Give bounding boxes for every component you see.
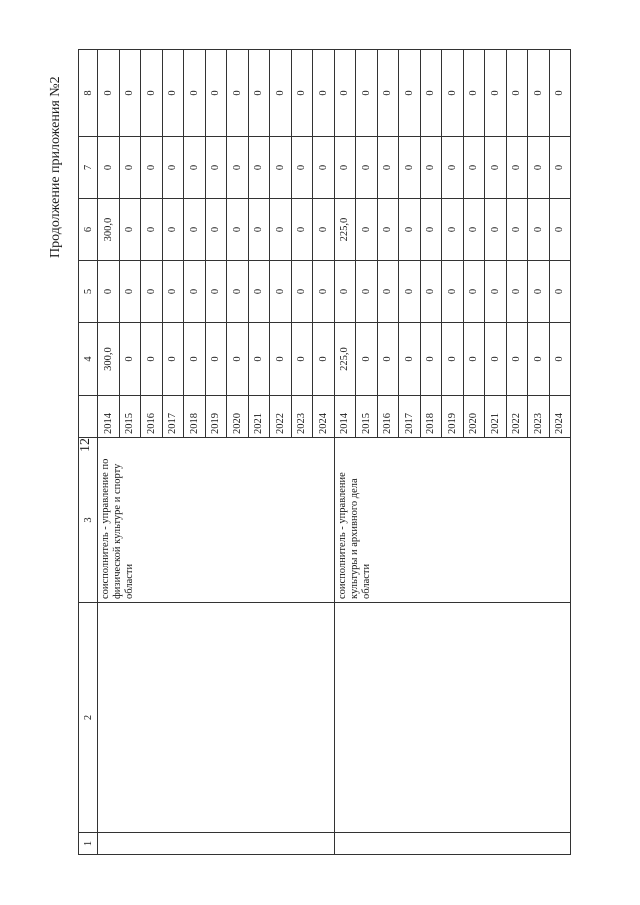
year-cell: 2021 — [485, 396, 507, 438]
year-cell: 2023 — [291, 396, 313, 438]
value-cell-c7: 0 — [141, 137, 163, 199]
rotated-table-container — [78, 50, 568, 855]
value-cell-c8: 0 — [356, 50, 378, 137]
value-cell-c6: 0 — [463, 199, 485, 261]
value-cell-c4: 0 — [377, 323, 399, 396]
value-cell-c6: 0 — [485, 199, 507, 261]
value-cell-c8: 0 — [313, 50, 335, 137]
value-cell-c7: 0 — [162, 137, 184, 199]
value-cell-c7: 0 — [377, 137, 399, 199]
year-cell: 2021 — [248, 396, 270, 438]
value-cell-c8: 0 — [270, 50, 292, 137]
value-cell-c7: 0 — [420, 137, 442, 199]
value-cell-c7: 0 — [528, 137, 550, 199]
value-cell-c5: 0 — [485, 261, 507, 323]
header-cell: 8 — [79, 50, 98, 137]
value-cell-c4: 0 — [463, 323, 485, 396]
value-cell-c5: 0 — [377, 261, 399, 323]
year-cell: 2016 — [141, 396, 163, 438]
value-cell-c4: 0 — [227, 323, 249, 396]
value-cell-c6: 0 — [356, 199, 378, 261]
empty-cell-col2 — [98, 603, 335, 833]
value-cell-c7: 0 — [313, 137, 335, 199]
year-cell: 2020 — [463, 396, 485, 438]
value-cell-c7: 0 — [506, 137, 528, 199]
year-cell: 2023 — [528, 396, 550, 438]
executor-cell: соисполнитель - управление по физической культуре и спорту области — [98, 438, 335, 603]
value-cell-c7: 0 — [399, 137, 421, 199]
value-cell-c5: 0 — [528, 261, 550, 323]
value-cell-c5: 0 — [248, 261, 270, 323]
header-cell: 2 — [79, 603, 98, 833]
value-cell-c6: 0 — [119, 199, 141, 261]
year-cell: 2020 — [227, 396, 249, 438]
table-row — [98, 50, 120, 855]
value-cell-c4: 300,0 — [98, 323, 120, 396]
value-cell-c4: 0 — [162, 323, 184, 396]
value-cell-c7: 0 — [119, 137, 141, 199]
value-cell-c4: 0 — [291, 323, 313, 396]
value-cell-c6: 0 — [420, 199, 442, 261]
value-cell-c5: 0 — [356, 261, 378, 323]
value-cell-c8: 0 — [98, 50, 120, 137]
value-cell-c8: 0 — [506, 50, 528, 137]
value-cell-c5: 0 — [549, 261, 571, 323]
year-cell: 2018 — [420, 396, 442, 438]
value-cell-c5: 0 — [506, 261, 528, 323]
value-cell-c4: 0 — [442, 323, 464, 396]
year-cell: 2024 — [313, 396, 335, 438]
value-cell-c5: 0 — [291, 261, 313, 323]
value-cell-c5: 0 — [420, 261, 442, 323]
value-cell-c6: 0 — [227, 199, 249, 261]
value-cell-c5: 0 — [442, 261, 464, 323]
value-cell-c4: 0 — [420, 323, 442, 396]
empty-cell-col2 — [334, 603, 571, 833]
value-cell-c8: 0 — [162, 50, 184, 137]
value-cell-c4: 0 — [549, 323, 571, 396]
year-cell: 2019 — [442, 396, 464, 438]
value-cell-c4: 0 — [528, 323, 550, 396]
value-cell-c6: 0 — [141, 199, 163, 261]
empty-cell-col1 — [98, 833, 335, 855]
value-cell-c4: 0 — [313, 323, 335, 396]
value-cell-c7: 0 — [291, 137, 313, 199]
value-cell-c5: 0 — [463, 261, 485, 323]
header-cell: 5 — [79, 261, 98, 323]
value-cell-c8: 0 — [420, 50, 442, 137]
value-cell-c8: 0 — [119, 50, 141, 137]
value-cell-c8: 0 — [227, 50, 249, 137]
value-cell-c7: 0 — [184, 137, 206, 199]
value-cell-c7: 0 — [227, 137, 249, 199]
year-cell: 2014 — [334, 396, 356, 438]
table-row — [334, 50, 356, 855]
value-cell-c4: 0 — [205, 323, 227, 396]
value-cell-c5: 0 — [205, 261, 227, 323]
year-cell: 2018 — [184, 396, 206, 438]
value-cell-c6: 0 — [205, 199, 227, 261]
value-cell-c6: 0 — [248, 199, 270, 261]
value-cell-c5: 0 — [334, 261, 356, 323]
value-cell-c8: 0 — [334, 50, 356, 137]
value-cell-c7: 0 — [356, 137, 378, 199]
table-body — [79, 50, 571, 855]
value-cell-c5: 0 — [313, 261, 335, 323]
value-cell-c8: 0 — [528, 50, 550, 137]
value-cell-c6: 0 — [184, 199, 206, 261]
year-cell: 2017 — [162, 396, 184, 438]
value-cell-c6: 0 — [528, 199, 550, 261]
value-cell-c4: 0 — [184, 323, 206, 396]
value-cell-c7: 0 — [463, 137, 485, 199]
value-cell-c5: 0 — [227, 261, 249, 323]
value-cell-c7: 0 — [334, 137, 356, 199]
value-cell-c6: 0 — [442, 199, 464, 261]
value-cell-c6: 0 — [377, 199, 399, 261]
value-cell-c6: 225,0 — [334, 199, 356, 261]
page-number: 12 — [78, 438, 93, 452]
value-cell-c6: 0 — [313, 199, 335, 261]
value-cell-c8: 0 — [184, 50, 206, 137]
value-cell-c8: 0 — [141, 50, 163, 137]
value-cell-c4: 0 — [248, 323, 270, 396]
value-cell-c8: 0 — [205, 50, 227, 137]
year-cell: 2015 — [356, 396, 378, 438]
value-cell-c5: 0 — [119, 261, 141, 323]
year-cell: 2022 — [270, 396, 292, 438]
value-cell-c4: 225,0 — [334, 323, 356, 396]
value-cell-c8: 0 — [549, 50, 571, 137]
year-cell: 2014 — [98, 396, 120, 438]
value-cell-c7: 0 — [549, 137, 571, 199]
value-cell-c7: 0 — [98, 137, 120, 199]
value-cell-c5: 0 — [399, 261, 421, 323]
year-cell: 2016 — [377, 396, 399, 438]
value-cell-c7: 0 — [248, 137, 270, 199]
value-cell-c4: 0 — [485, 323, 507, 396]
value-cell-c5: 0 — [162, 261, 184, 323]
year-cell: 2017 — [399, 396, 421, 438]
value-cell-c8: 0 — [291, 50, 313, 137]
value-cell-c6: 300,0 — [98, 199, 120, 261]
value-cell-c8: 0 — [377, 50, 399, 137]
value-cell-c6: 0 — [549, 199, 571, 261]
value-cell-c8: 0 — [485, 50, 507, 137]
value-cell-c4: 0 — [119, 323, 141, 396]
value-cell-c7: 0 — [270, 137, 292, 199]
value-cell-c6: 0 — [506, 199, 528, 261]
funding-table — [78, 49, 571, 855]
value-cell-c6: 0 — [162, 199, 184, 261]
header-cell: 6 — [79, 199, 98, 261]
value-cell-c5: 0 — [270, 261, 292, 323]
header-cell: 7 — [79, 137, 98, 199]
value-cell-c8: 0 — [399, 50, 421, 137]
value-cell-c4: 0 — [399, 323, 421, 396]
empty-cell-col1 — [334, 833, 571, 855]
continuation-title: Продолжение приложения №2 — [48, 76, 63, 258]
year-cell: 2024 — [549, 396, 571, 438]
header-cell: 4 — [79, 323, 98, 396]
header-cell: 3 — [79, 438, 98, 603]
value-cell-c7: 0 — [205, 137, 227, 199]
value-cell-c8: 0 — [442, 50, 464, 137]
executor-cell: соисполнитель - управление культуры и архивного дела области — [334, 438, 571, 603]
value-cell-c5: 0 — [98, 261, 120, 323]
year-cell: 2019 — [205, 396, 227, 438]
value-cell-c6: 0 — [291, 199, 313, 261]
year-cell: 2015 — [119, 396, 141, 438]
value-cell-c4: 0 — [270, 323, 292, 396]
value-cell-c6: 0 — [399, 199, 421, 261]
year-cell: 2022 — [506, 396, 528, 438]
value-cell-c5: 0 — [184, 261, 206, 323]
value-cell-c6: 0 — [270, 199, 292, 261]
value-cell-c4: 0 — [141, 323, 163, 396]
value-cell-c8: 0 — [463, 50, 485, 137]
value-cell-c5: 0 — [141, 261, 163, 323]
header-cell: 1 — [79, 833, 98, 855]
value-cell-c7: 0 — [485, 137, 507, 199]
value-cell-c7: 0 — [442, 137, 464, 199]
value-cell-c4: 0 — [506, 323, 528, 396]
header-cell-year — [79, 396, 98, 438]
value-cell-c4: 0 — [356, 323, 378, 396]
value-cell-c8: 0 — [248, 50, 270, 137]
header-row — [79, 50, 98, 855]
